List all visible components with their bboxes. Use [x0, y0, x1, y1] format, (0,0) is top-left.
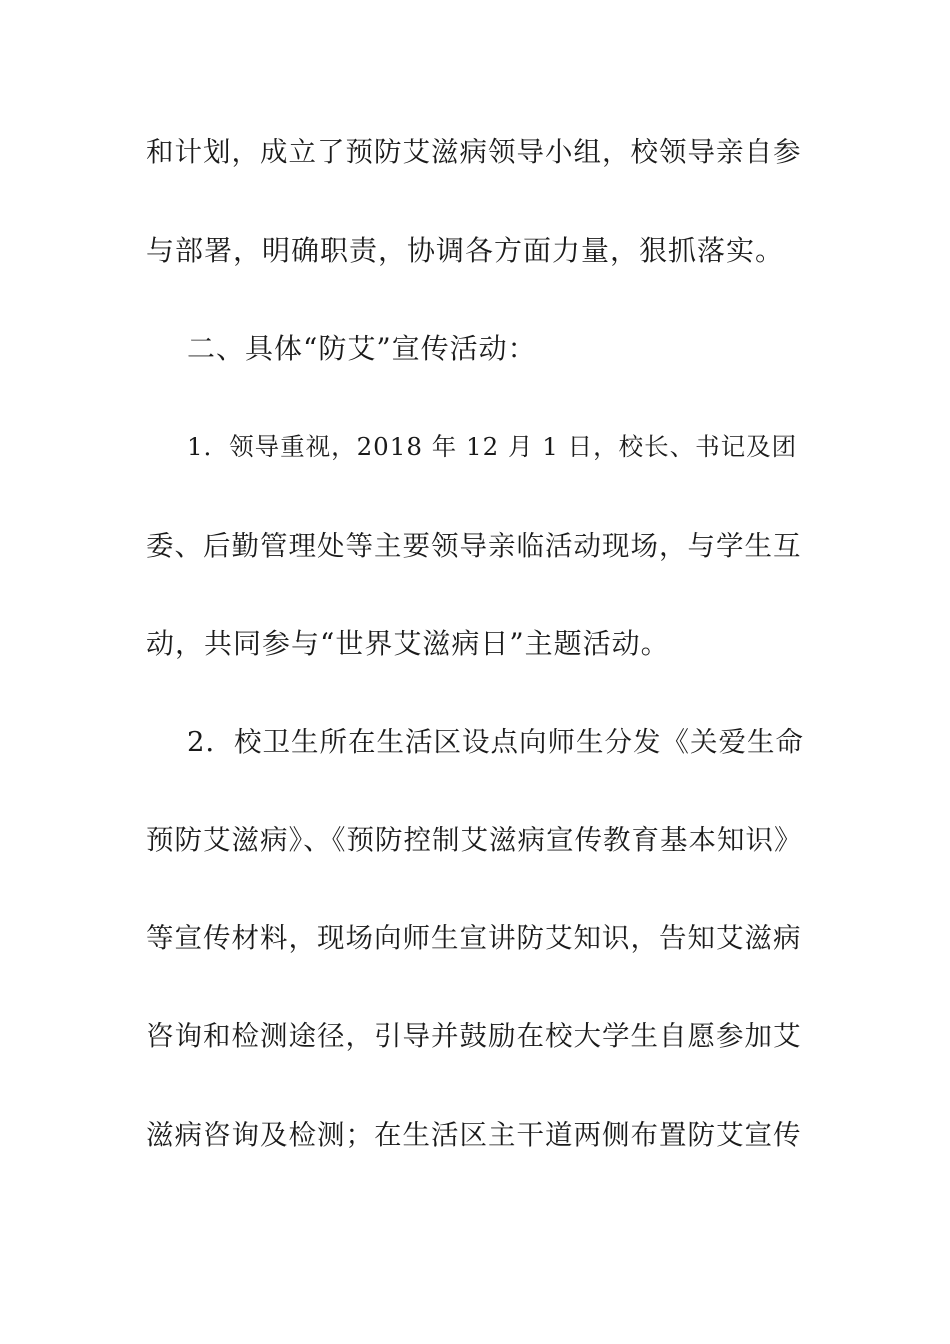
paragraph-line-1: 和计划，成立了预防艾滋病领导小组，校领导亲自参 — [146, 136, 802, 168]
paragraph-line-2: 与部署，明确职责，协调各方面力量，狠抓落实。 — [146, 234, 785, 267]
item-2-line-3: 等宣传材料，现场向师生宣讲防艾知识，告知艾滋病 — [146, 922, 802, 954]
item-2-line-5: 滋病咨询及检测；在生活区主干道两侧布置防艾宣传 — [146, 1119, 802, 1151]
item-2-line-4: 咨询和检测途径，引导并鼓励在校大学生自愿参加艾 — [146, 1020, 802, 1052]
item-2-line-2: 预防艾滋病》、《预防控制艾滋病宣传教育基本知识》 — [146, 824, 803, 856]
item-1-line-1: 1．领导重视，2018 年 12 月 1 日，校长、书记及团 — [187, 432, 798, 461]
item-1-line-2: 委、后勤管理处等主要领导亲临活动现场，与学生互 — [146, 530, 802, 562]
section-heading: 二、具体“防艾”宣传活动： — [187, 332, 537, 365]
item-2-line-1: 2．校卫生所在生活区设点向师生分发《关爱生命 — [187, 726, 804, 758]
item-1-line-3: 动，共同参与“世界艾滋病日”主题活动。 — [146, 627, 670, 660]
